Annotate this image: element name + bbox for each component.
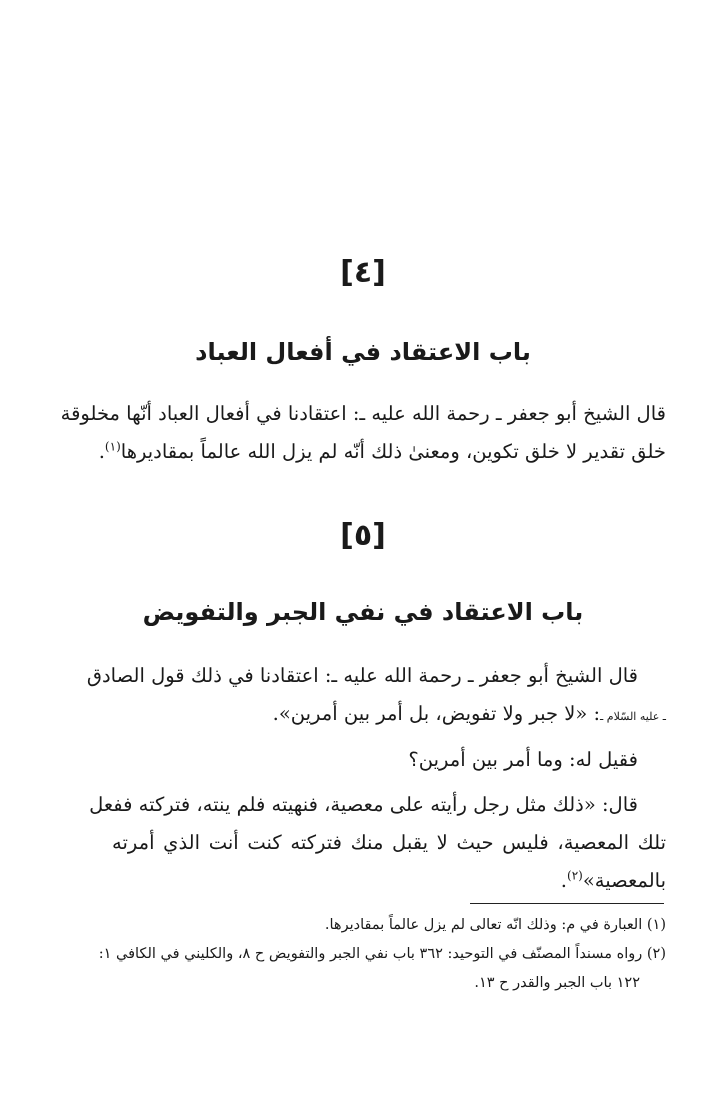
paragraph-line: قال الشيخ أبو جعفر ـ رحمة الله عليه ـ: اعتقادنا في أفعال العباد أنّها مخلوقة xyxy=(60,402,666,425)
section-title-4: باب الاعتقاد في أفعال العباد xyxy=(195,338,531,366)
footnote-2-continued: ١٢٢ باب الجبر والقدر ح ١٣. xyxy=(474,975,640,991)
honorific: ـ عليه السّلام ـ xyxy=(600,710,666,723)
section-title-5: باب الاعتقاد في نفي الجبر والتفويض xyxy=(142,598,584,626)
paragraph-line: فقيل له: وما أمر بين أمرين؟ xyxy=(408,748,638,771)
section-5-paragraph-2 xyxy=(112,741,666,779)
section-4-paragraph xyxy=(60,395,666,471)
paragraph-text: بالمعصية» xyxy=(582,869,666,892)
paragraph-line: تلك المعصية، فليس حيث لا يقبل منك فتركته كنت أنت الذي أمرته xyxy=(112,831,666,854)
paragraph-line xyxy=(112,862,666,900)
footnote-ref-2: (٢) xyxy=(567,868,583,883)
paragraph-end: . xyxy=(98,440,105,463)
paragraph-line: قال: «ذلك مثل رجل رأيته على معصية، فنهيته فلم ينته، فتركته ففعل xyxy=(89,793,638,816)
footnote-2: (٢) رواه مسنداً المصنّف في التوحيد: ٣٦٢ باب نفي الجبر والتفويض ح ٨، والكليني في الكافي ١: xyxy=(98,946,666,962)
section-5-paragraph-1 xyxy=(86,657,666,736)
paragraph-line xyxy=(112,695,666,736)
footnote-divider xyxy=(470,903,664,904)
footnote-ref-1: (١) xyxy=(104,439,121,454)
paragraph-end: . xyxy=(560,869,567,892)
section-number-5: [٥] xyxy=(340,518,386,553)
paragraph-text: خلق تقدير لا خلق تكوين، ومعنىٰ ذلك أنّه لم يزل الله عالماً بمقاديرها xyxy=(120,440,666,463)
footnotes xyxy=(98,911,666,998)
section-5-paragraph-3 xyxy=(89,786,666,900)
footnote-1: (١) العبارة في م: وذلك انّه تعالى لم يزل عالماً بمقاديرها. xyxy=(324,917,666,933)
paragraph-line: قال الشيخ أبو جعفر ـ رحمة الله عليه ـ: اعتقادنا في ذلك قول الصادق xyxy=(86,664,638,687)
paragraph-line xyxy=(98,433,666,471)
paragraph-text: : «لا جبر ولا تفويض، بل أمر بين أمرين». xyxy=(272,702,601,725)
section-number-4: [٤] xyxy=(340,255,386,290)
